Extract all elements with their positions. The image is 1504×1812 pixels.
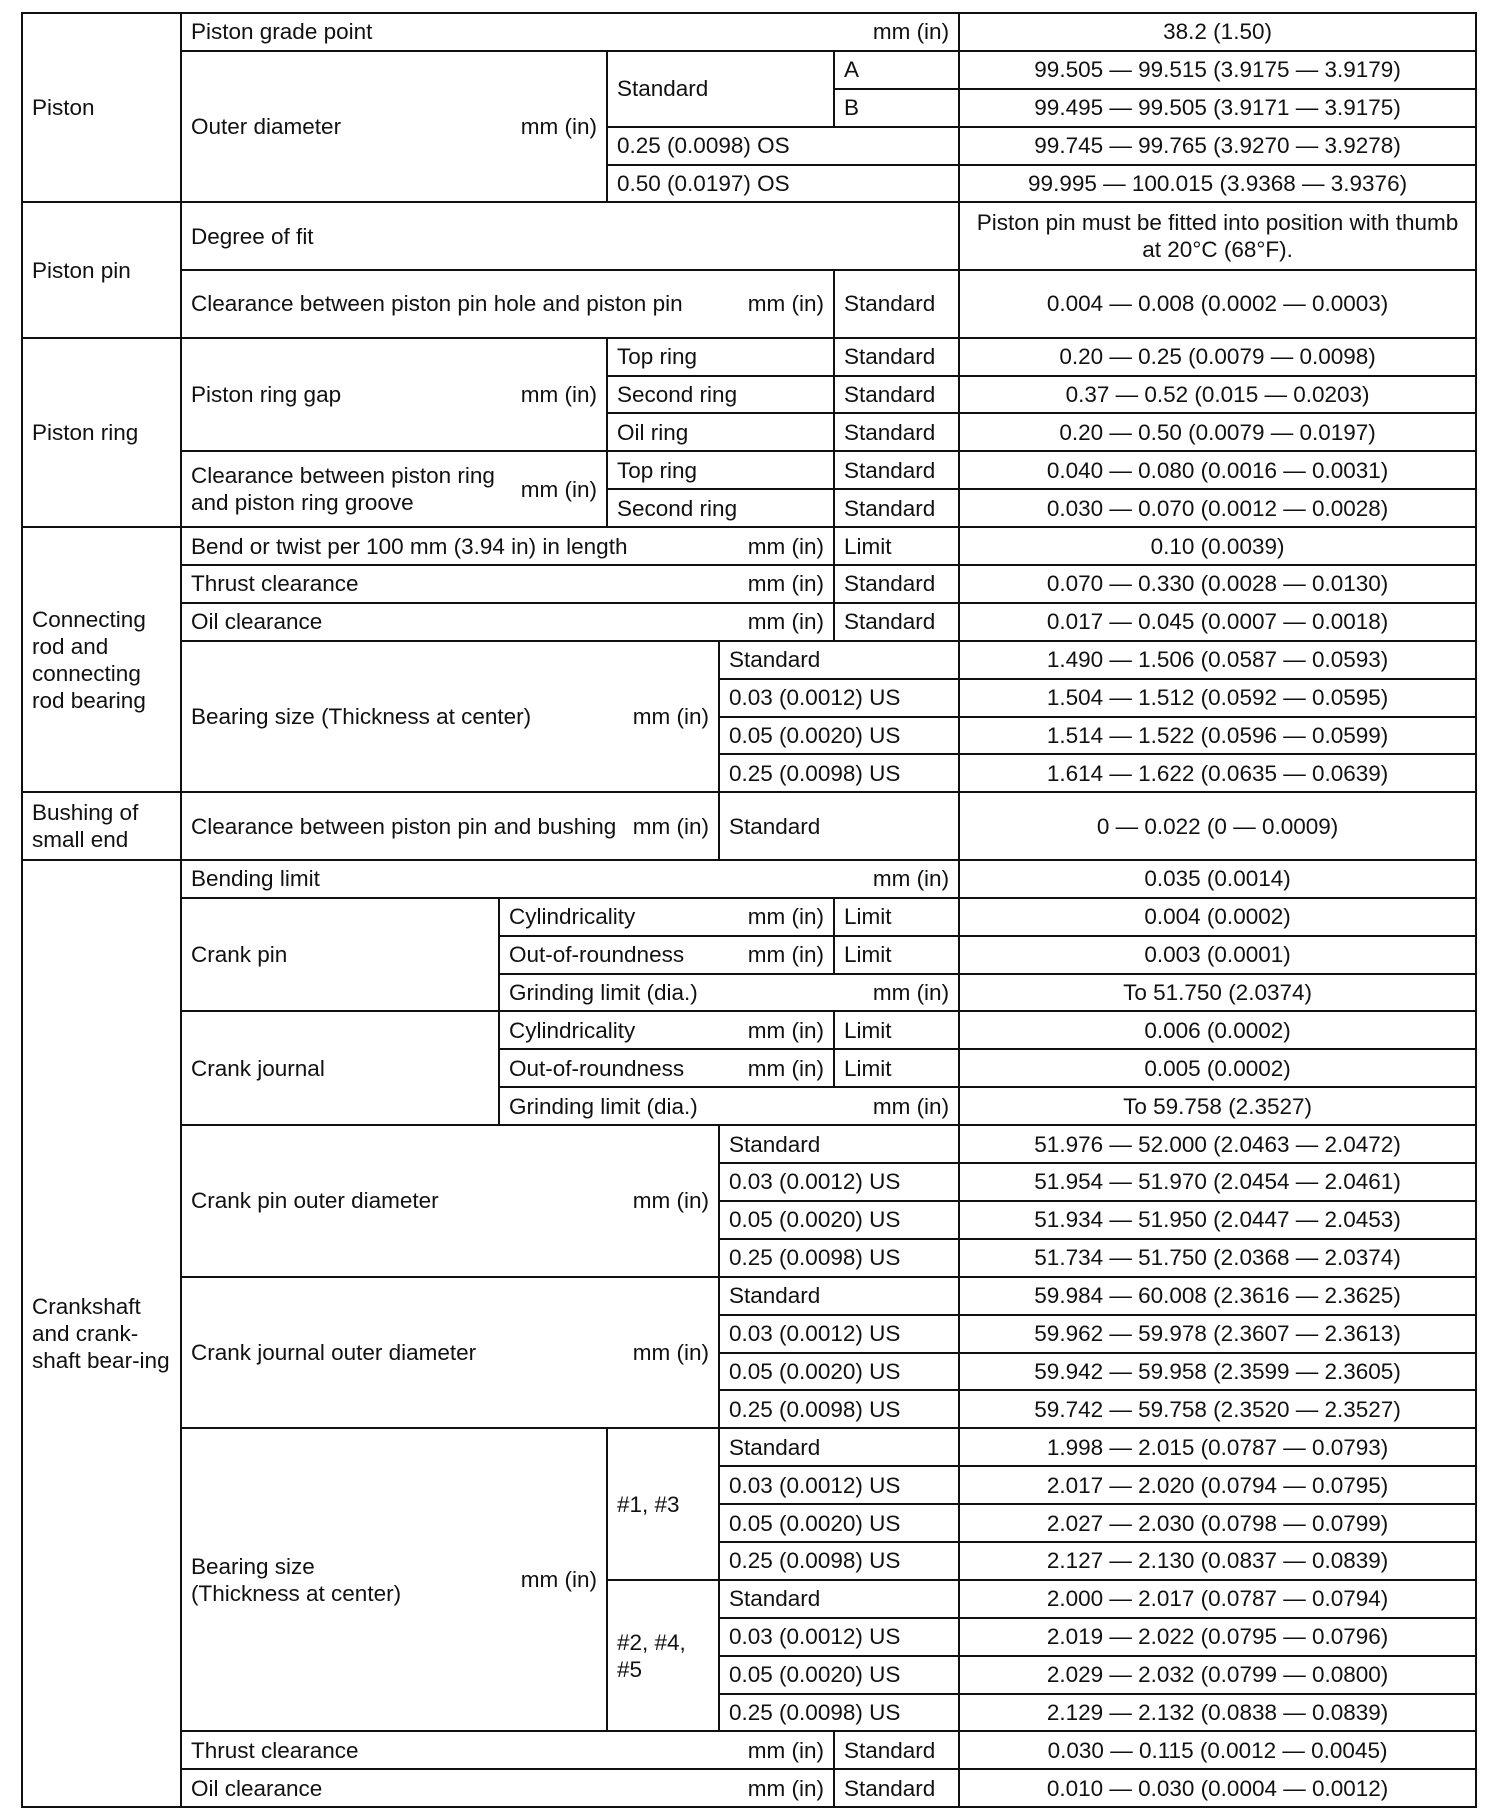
item-label: Oil clearance <box>191 1775 323 1801</box>
condition: Standard <box>834 376 959 414</box>
spec-value: 0.005 (0.0002) <box>959 1049 1476 1087</box>
unit: mm (in) <box>872 1093 950 1119</box>
item-label: Outer diameter <box>191 114 342 140</box>
ring-name: Oil ring <box>607 413 834 451</box>
spec-value: 0.20 — 0.50 (0.0079 — 0.0197) <box>959 413 1476 451</box>
item-crank-thrust-clearance <box>181 1731 834 1769</box>
size: 0.03 (0.0012) US <box>719 1315 959 1353</box>
spec-value: 99.995 — 100.015 (3.9368 — 3.9376) <box>959 165 1476 203</box>
unit: mm (in) <box>747 291 824 317</box>
size: 0.05 (0.0020) US <box>719 1353 959 1391</box>
section-piston-ring: Piston ring <box>22 338 181 527</box>
item-bending-limit <box>181 860 959 898</box>
item-degree-of-fit: Degree of fit <box>181 202 959 270</box>
item-outer-diameter <box>181 51 607 203</box>
ring-name: Second ring <box>607 489 834 527</box>
unit: mm (in) <box>632 704 709 730</box>
spec-value: 0.017 — 0.045 (0.0007 — 0.0018) <box>959 603 1476 641</box>
size: 0.25 (0.0098) US <box>719 1390 959 1428</box>
size: 0.05 (0.0020) US <box>719 1504 959 1542</box>
item-label: Bearing size (Thickness at center) <box>191 704 532 730</box>
item-label: Oil clearance <box>191 609 323 635</box>
spec-value: 0.004 — 0.008 (0.0002 — 0.0003) <box>959 270 1476 338</box>
spec-value: 51.734 — 51.750 (2.0368 — 2.0374) <box>959 1239 1476 1277</box>
size: Standard <box>719 641 959 679</box>
spec-value: 0.003 (0.0001) <box>959 936 1476 974</box>
size: 0.05 (0.0020) US <box>719 1201 959 1239</box>
spec-value: 0.20 — 0.25 (0.0079 — 0.0098) <box>959 338 1476 376</box>
size: Standard <box>719 1125 959 1163</box>
oversize: 0.25 (0.0098) OS <box>607 127 959 165</box>
spec-value: 0.010 — 0.030 (0.0004 — 0.0012) <box>959 1769 1476 1807</box>
item-label: Clearance between piston ring and piston ring groove <box>191 463 495 516</box>
unit: mm (in) <box>872 866 950 892</box>
item-label: Cylindricality <box>509 904 636 930</box>
spec-value: 2.019 — 2.022 (0.0795 — 0.0796) <box>959 1618 1476 1656</box>
spec-value: 0 — 0.022 (0 — 0.0009) <box>959 792 1476 860</box>
item-ring-groove-clearance <box>181 451 607 527</box>
size: 0.25 (0.0098) US <box>719 754 959 792</box>
condition: Limit <box>834 527 959 565</box>
item-label: Clearance between piston pin hole and piston pin <box>191 291 683 317</box>
unit: mm (in) <box>872 980 950 1006</box>
condition: Standard <box>834 1731 959 1769</box>
spec-value: 2.017 — 2.020 (0.0794 — 0.0795) <box>959 1466 1476 1504</box>
unit: mm (in) <box>747 1775 824 1801</box>
unit: mm (in) <box>632 813 709 839</box>
item-label: Out-of-roundness <box>509 1055 685 1081</box>
condition: Limit <box>834 1049 959 1087</box>
spec-value: 38.2 (1.50) <box>959 13 1476 51</box>
unit: mm (in) <box>747 1055 824 1081</box>
spec-value: 0.006 (0.0002) <box>959 1011 1476 1049</box>
spec-value: 2.027 — 2.030 (0.0798 — 0.0799) <box>959 1504 1476 1542</box>
section-piston: Piston <box>22 13 181 202</box>
item-label-sub: (Thickness at center) <box>191 1580 402 1606</box>
condition: Limit <box>834 898 959 936</box>
spec-value: 1.490 — 1.506 (0.0587 — 0.0593) <box>959 641 1476 679</box>
item-label: Bending limit <box>191 866 320 892</box>
section-bushing: Bushing of small end <box>22 792 181 860</box>
ring-name: Top ring <box>607 338 834 376</box>
sub-item <box>499 1087 959 1125</box>
journal-group: #2, #4, #5 <box>607 1580 719 1732</box>
sub-item <box>499 898 834 936</box>
condition: Standard <box>834 603 959 641</box>
spec-value: 0.040 — 0.080 (0.0016 — 0.0031) <box>959 451 1476 489</box>
item-pin-clearance <box>181 270 834 338</box>
spec-value: 59.742 — 59.758 (2.3520 — 2.3527) <box>959 1390 1476 1428</box>
spec-value: 1.504 — 1.512 (0.0592 — 0.0595) <box>959 679 1476 717</box>
spec-value: 0.030 — 0.115 (0.0012 — 0.0045) <box>959 1731 1476 1769</box>
spec-value: 51.934 — 51.950 (2.0447 — 2.0453) <box>959 1201 1476 1239</box>
size: Standard <box>719 1428 959 1466</box>
unit: mm (in) <box>520 476 597 502</box>
size: 0.05 (0.0020) US <box>719 717 959 755</box>
condition: Standard <box>834 270 959 338</box>
size: Standard <box>719 1580 959 1618</box>
item-crank-pin-od <box>181 1125 719 1277</box>
unit: mm (in) <box>520 114 597 140</box>
item-label: Thrust clearance <box>191 571 359 597</box>
item-label: Piston ring gap <box>191 381 342 407</box>
spec-value: 0.030 — 0.070 (0.0012 — 0.0028) <box>959 489 1476 527</box>
spec-value: 0.10 (0.0039) <box>959 527 1476 565</box>
engine-spec-table <box>21 12 1477 1808</box>
item-ring-gap <box>181 338 607 452</box>
item-label: Thrust clearance <box>191 1737 359 1763</box>
size: 0.03 (0.0012) US <box>719 679 959 717</box>
spec-value: 51.976 — 52.000 (2.0463 — 2.0472) <box>959 1125 1476 1163</box>
unit: mm (in) <box>520 381 597 407</box>
unit: mm (in) <box>747 533 824 559</box>
item-label: Grinding limit (dia.) <box>509 1093 698 1119</box>
unit: mm (in) <box>747 609 824 635</box>
spec-value: 2.029 — 2.032 (0.0799 — 0.0800) <box>959 1656 1476 1694</box>
item-grade-point <box>181 13 959 51</box>
journal-group: #1, #3 <box>607 1428 719 1580</box>
spec-value: 0.035 (0.0014) <box>959 860 1476 898</box>
spec-value: To 59.758 (2.3527) <box>959 1087 1476 1125</box>
unit: mm (in) <box>747 1737 824 1763</box>
condition: Standard <box>834 413 959 451</box>
spec-value: 59.942 — 59.958 (2.3599 — 2.3605) <box>959 1353 1476 1391</box>
spec-value: 2.127 — 2.130 (0.0837 — 0.0839) <box>959 1542 1476 1580</box>
condition: Standard <box>719 792 959 860</box>
ring-name: Top ring <box>607 451 834 489</box>
spec-value: 2.129 — 2.132 (0.0838 — 0.0839) <box>959 1694 1476 1732</box>
item-label: Piston grade point <box>191 19 373 45</box>
unit: mm (in) <box>872 19 950 45</box>
condition: Standard <box>834 338 959 376</box>
size: 0.25 (0.0098) US <box>719 1694 959 1732</box>
unit: mm (in) <box>632 1188 709 1214</box>
unit: mm (in) <box>632 1340 709 1365</box>
unit: mm (in) <box>747 904 824 930</box>
size: 0.03 (0.0012) US <box>719 1618 959 1656</box>
condition: Standard <box>834 1769 959 1807</box>
unit: mm (in) <box>747 571 824 597</box>
item-label: Grinding limit (dia.) <box>509 980 698 1006</box>
size: 0.25 (0.0098) US <box>719 1239 959 1277</box>
sub-item <box>499 936 834 974</box>
condition: Limit <box>834 1011 959 1049</box>
spec-value: 51.954 — 51.970 (2.0454 — 2.0461) <box>959 1163 1476 1201</box>
grade: A <box>834 51 959 89</box>
item-label: Bend or twist per 100 mm (3.94 in) in length <box>191 533 628 559</box>
ring-name: Second ring <box>607 376 834 414</box>
item-thrust-clearance <box>181 565 834 603</box>
spec-value: 99.495 — 99.505 (3.9171 — 3.9175) <box>959 89 1476 127</box>
item-rod-bearing-size <box>181 641 719 793</box>
item-crank-oil-clearance <box>181 1769 834 1807</box>
spec-value: 0.070 — 0.330 (0.0028 — 0.0130) <box>959 565 1476 603</box>
spec-value: 99.745 — 99.765 (3.9270 — 3.9278) <box>959 127 1476 165</box>
spec-value: To 51.750 (2.0374) <box>959 974 1476 1012</box>
condition: Standard <box>834 489 959 527</box>
item-crank-bearing-size <box>181 1428 607 1731</box>
item-bushing-clearance <box>181 792 719 860</box>
spec-value: 0.004 (0.0002) <box>959 898 1476 936</box>
unit: mm (in) <box>747 942 824 968</box>
condition: Limit <box>834 936 959 974</box>
size: 0.05 (0.0020) US <box>719 1656 959 1694</box>
item-crank-journal-od <box>181 1277 719 1429</box>
spec-value: 1.998 — 2.015 (0.0787 — 0.0793) <box>959 1428 1476 1466</box>
spec-value: 1.614 — 1.622 (0.0635 — 0.0639) <box>959 754 1476 792</box>
grade: B <box>834 89 959 127</box>
sub-item <box>499 974 959 1012</box>
section-piston-pin: Piston pin <box>22 202 181 337</box>
condition: Standard <box>834 565 959 603</box>
size: 0.25 (0.0098) US <box>719 1542 959 1580</box>
section-connecting-rod: Connecting rod and connecting rod bearing <box>22 527 181 792</box>
condition: Standard <box>834 451 959 489</box>
spec-value: 59.962 — 59.978 (2.3607 — 2.3613) <box>959 1315 1476 1353</box>
size: 0.03 (0.0012) US <box>719 1466 959 1504</box>
spec-value: Piston pin must be fitted into position with thumb at 20°C (68°F). <box>959 202 1476 270</box>
item-label: Crank pin outer diameter <box>191 1188 439 1214</box>
item-bend-twist <box>181 527 834 565</box>
spec-value: 99.505 — 99.515 (3.9175 — 3.9179) <box>959 51 1476 89</box>
oversize: 0.50 (0.0197) OS <box>607 165 959 203</box>
item-crank-journal: Crank journal <box>181 1011 499 1125</box>
condition: Standard <box>607 51 834 127</box>
spec-value: 59.984 — 60.008 (2.3616 — 2.3625) <box>959 1277 1476 1315</box>
item-crank-pin: Crank pin <box>181 898 499 1012</box>
item-label: Cylindricality <box>509 1017 636 1043</box>
sub-item <box>499 1011 834 1049</box>
item-label: Crank journal outer diameter <box>191 1340 477 1365</box>
spec-value: 0.37 — 0.52 (0.015 — 0.0203) <box>959 376 1476 414</box>
item-oil-clearance <box>181 603 834 641</box>
section-crankshaft: Crankshaft and crank-shaft bear-ing <box>22 860 181 1807</box>
sub-item <box>499 1049 834 1087</box>
unit: mm (in) <box>747 1017 824 1043</box>
item-label <box>191 1553 401 1607</box>
item-label-main: Bearing size <box>191 1553 315 1579</box>
item-label: Clearance between piston pin and bushing <box>191 813 617 839</box>
spec-value: 1.514 — 1.522 (0.0596 — 0.0599) <box>959 717 1476 755</box>
unit: mm (in) <box>520 1567 597 1593</box>
spec-value: 2.000 — 2.017 (0.0787 — 0.0794) <box>959 1580 1476 1618</box>
item-label: Out-of-roundness <box>509 942 685 968</box>
size: 0.03 (0.0012) US <box>719 1163 959 1201</box>
size: Standard <box>719 1277 959 1315</box>
